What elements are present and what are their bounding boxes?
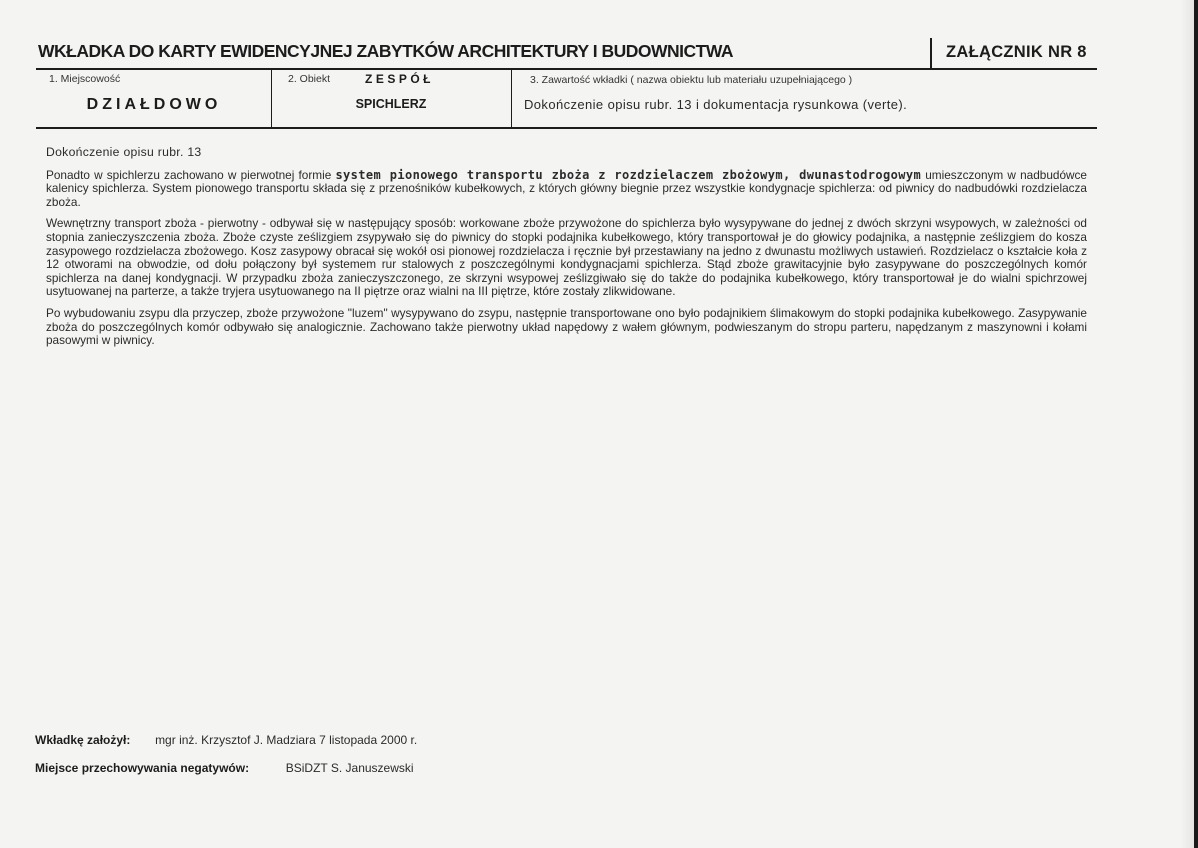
negatives-label: Miejsce przechowywania negatywów: [35,761,250,775]
paragraph-3: Po wybudowaniu zsypu dla przyczep, zboże przywożone "luzem" wysypywano do zsypu, następnie transportowane ono było podajnikiem ślimakowym do stopki podajnika kubełkowego. Zasypywanie zboża do poszczególnych komór odbywało się analogicznie. Zachowano także pierwotny układ napędowy z wałem głównym, podwieszanym do stropu parteru, napędzanym z maszynowni i kołami pasowymi w piwnicy. [46,305,1087,348]
negatives-line [35,761,414,775]
page-edge-shadow [1180,0,1194,848]
author-label: Wkładkę założył: [35,733,131,747]
description-body [46,146,1087,356]
header-rule-bottom [36,127,1097,129]
paragraph-1 [46,169,1087,210]
paragraph-1-lead: Ponadto w spichlerzu zachowano w pierwotnej formie [46,167,336,182]
header-rule-top [36,68,1097,70]
page-edge [1194,0,1198,848]
paragraph-2: Wewnętrzny transport zboża - pierwotny - odbywał się w następujący sposób: workowane zboże przywożone do spichlerza było wysypywane do jednej z dwóch skrzyni wsypowych, w zależności od stopnia zanieczyszczenia zboża. Zboże czyste ześlizgiem zsypywało się do piwnicy do stopki podajnika kubełkowego, który transportował je do głowicy podajnika, a następnie ześlizgiem do kosza zasypowego rozdzielacza zbożowego. Kosz zasypowy obracał się wokół osi pionowej rozdzielacza i ręcznie był przestawiany na jedno z dwunastu możliwych ustawień. Rozdzielacz o kształcie koła z 12 otworami na obwodzie, od dołu połączony był systemem rur stalowych z poszczególnymi kondygnacjami spichlerza. Stąd zboże grawitacyjnie było zasypywane do poszczególnych komór spichlerza na danej kondygnacji. W przypadku zboża zanieczyszczonego, ze skrzyni wsypowej ześlizgiwało się do także do podajnika kubełkowego, który transportował je do wialni spichrzowej usytuowanej na parterze, a także tryjera usytuowanego na II piętrze oraz wialni na III piętrze, które zostały zlikwidowane. [46,216,1087,299]
object-name: SPICHLERZ [355,97,427,111]
contents-label: 3. Zawartość wkładki ( nazwa obiektu lub materiału uzupełniającego ) [530,74,853,86]
title-divider [930,38,932,70]
section-subtitle: Dokończenie opisu rubr. 13 [46,145,202,159]
contents-value: Dokończenie opisu rubr. 13 i dokumentacja rysunkowa (verte). [524,97,908,112]
annex-number: ZAŁĄCZNIK NR 8 [946,43,1087,61]
author-value: mgr inż. Krzysztof J. Madziara 7 listopada 2000 r. [155,733,418,747]
negatives-value: BSiDZT S. Januszewski [285,761,414,775]
paragraph-1-tail: umieszczonym w nadbudówce kalenicy spichlerza. System pionowego transportu składa się z przenośników kubełkowych, z których główny biegnie przez wszystkie kondygnacje spichlerza: od piwnicy do nadbudówki rozdzielacza zboża. [46,167,1087,209]
author-line [35,733,417,747]
field-divider [511,70,512,127]
form-title: WKŁADKA DO KARTY EWIDENCYJNEJ ZABYTKÓW ARCHITEKTURY I BUDOWNICTWA [38,41,734,61]
object-label: 2. Obiekt [288,73,331,85]
object-type: ZESPÓŁ [365,72,435,86]
paragraph-1-emphasis: system pionowego transportu zboża z rozdzielaczem zbożowym, dwunastodrogowym [335,167,922,182]
place-value: DZIAŁDOWO [86,96,222,113]
place-label: 1. Miejscowość [49,73,121,85]
